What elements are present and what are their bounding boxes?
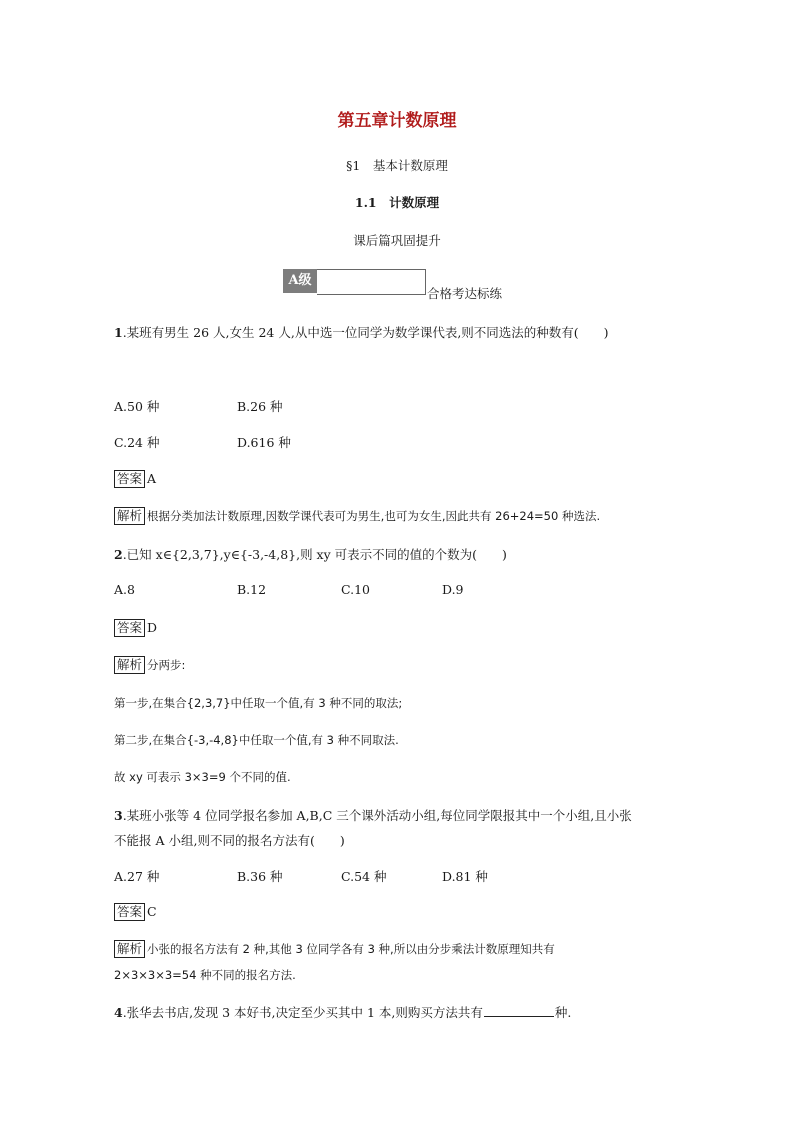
analysis-text: 分两步: — [147, 658, 186, 672]
option-d: D.616 种 — [237, 435, 291, 450]
option-c: C.54 种 — [341, 869, 387, 884]
question-text: .某班有男生 26 人,女生 24 人,从中选一位同学为数学课代表,则不同选法的种数有( ) — [122, 325, 609, 340]
answer-value: A — [147, 471, 157, 486]
question-3 — [114, 806, 632, 824]
question-number: 4 — [114, 1005, 123, 1020]
answer-value: C — [147, 904, 157, 919]
question-number: 1 — [114, 325, 123, 340]
question-3-continued: 不能报 A 小组,则不同的报名方法有( ) — [114, 833, 345, 848]
question-2 — [114, 545, 507, 563]
analysis-tag: 解析 — [114, 507, 145, 525]
option-b: B.26 种 — [237, 399, 283, 414]
option-a: A.50 种 — [114, 399, 160, 414]
answer-row — [114, 903, 157, 921]
section-title: §1 基本计数原理 — [346, 158, 448, 173]
analysis-row — [114, 940, 555, 958]
answer-tag: 答案 — [114, 903, 145, 921]
level-badge: A级 — [283, 269, 317, 293]
option-b: B.12 — [237, 582, 267, 597]
answer-value: D — [147, 620, 158, 635]
question-4 — [114, 1003, 571, 1021]
question-text: .张华去书店,发现 3 本好书,决定至少买其中 1 本,则购买方法共有 — [122, 1005, 483, 1020]
level-name-field[interactable] — [317, 269, 426, 295]
option-b: B.36 种 — [237, 869, 283, 884]
subsection-title: 1.1 计数原理 — [354, 195, 440, 210]
answer-tag: 答案 — [114, 470, 145, 488]
analysis-line: 第二步,在集合{-3,-4,8}中任取一个值,有 3 种不同取法. — [114, 733, 399, 747]
exercise-title: 课后篇巩固提升 — [353, 233, 441, 248]
analysis-text: 根据分类加法计数原理,因数学课代表可为男生,也可为女生,因此共有 26+24=50 种选法. — [147, 509, 601, 523]
option-c: C.10 — [341, 582, 370, 597]
analysis-tag: 解析 — [114, 656, 145, 674]
analysis-line: 2×3×3×3=54 种不同的报名方法. — [114, 968, 296, 982]
analysis-tag: 解析 — [114, 940, 145, 958]
option-a: A.8 — [114, 582, 135, 597]
question-number: 3 — [114, 808, 123, 823]
question-text: .某班小张等 4 位同学报名参加 A,B,C 三个课外活动小组,每位同学限报其中一个小组,且小张 — [122, 808, 632, 823]
question-text: .已知 x∈{2,3,7},y∈{-3,-4,8},则 xy 可表示不同的值的个数为( ) — [122, 547, 507, 562]
option-c: C.24 种 — [114, 435, 160, 450]
level-label: 合格考达标练 — [427, 286, 503, 301]
question-text-end: 种. — [554, 1005, 572, 1020]
answer-row — [114, 470, 156, 488]
option-a: A.27 种 — [114, 869, 160, 884]
option-d: D.81 种 — [442, 869, 488, 884]
answer-row — [114, 619, 157, 637]
answer-tag: 答案 — [114, 619, 145, 637]
chapter-title: 第五章计数原理 — [337, 111, 457, 131]
analysis-line: 第一步,在集合{2,3,7}中任取一个值,有 3 种不同的取法; — [114, 696, 403, 710]
option-d: D.9 — [442, 582, 464, 597]
answer-blank[interactable] — [484, 1004, 554, 1017]
analysis-row — [114, 507, 600, 525]
analysis-row — [114, 656, 185, 674]
analysis-line: 故 xy 可表示 3×3=9 个不同的值. — [114, 770, 291, 784]
analysis-text: 小张的报名方法有 2 种,其他 3 位同学各有 3 种,所以由分步乘法计数原理知共有 — [147, 942, 555, 956]
question-1 — [114, 323, 609, 341]
question-number: 2 — [114, 547, 123, 562]
